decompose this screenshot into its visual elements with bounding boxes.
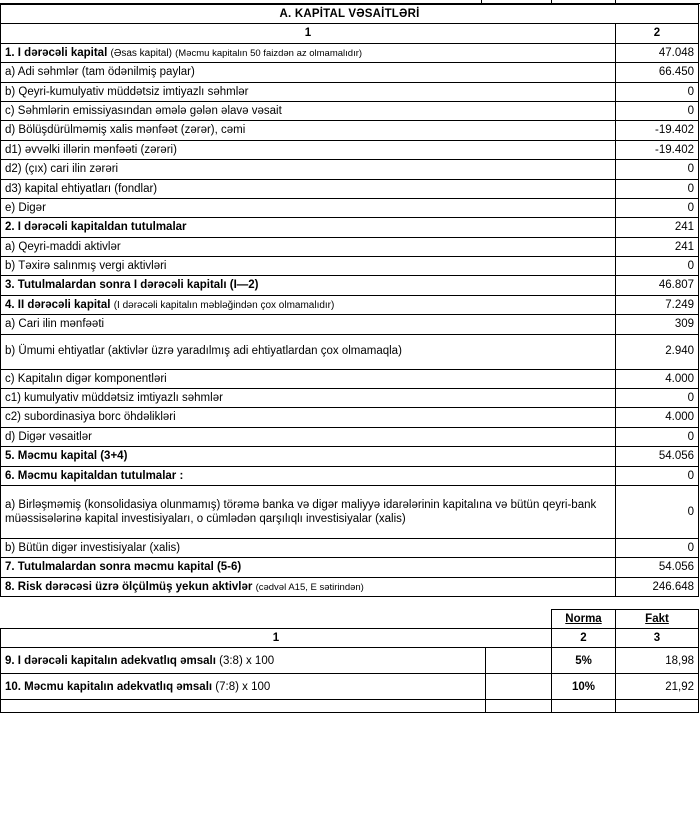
table-row [1, 121, 699, 140]
row-value: 0 [616, 466, 699, 485]
table-row [1, 389, 699, 408]
column-number-row [1, 24, 699, 43]
table-row [1, 674, 699, 700]
ratio-col-number-1: 1 [1, 629, 552, 648]
empty-cell [1, 700, 486, 713]
table-row [1, 369, 699, 388]
table-row [1, 237, 699, 256]
table-row [1, 102, 699, 121]
table-row [1, 276, 699, 295]
row-label: a) Adi səhmlər (tam ödənilmiş paylar) [1, 63, 616, 82]
row-fakt: 21,92 [616, 674, 699, 700]
table-row [1, 466, 699, 485]
row-label: d) Digər vəsaitlər [1, 427, 616, 446]
row-value: 66.450 [616, 63, 699, 82]
row-label: a) Cari ilin mənfəəti [1, 315, 616, 334]
grid-line [615, 0, 616, 3]
row-label-main: 10. Məcmu kapitalın adekvatlıq əmsalı [5, 680, 213, 693]
table-row [1, 82, 699, 101]
row-value: 0 [616, 102, 699, 121]
row-value: 54.056 [616, 447, 699, 466]
row-label: a) Birləşməmiş (konsolidasiya olunmamış) törəmə banka və digər maliyyə idarələrinin kapitalına və bütün qeyri-bank müəssisələrinə kapital investisiyaları, o cümlədən qarşılıqlı investisiyalar (xalis) [1, 485, 616, 538]
row-label [1, 674, 486, 700]
empty-cell [616, 700, 699, 713]
row-value: 241 [616, 237, 699, 256]
table-row [1, 140, 699, 159]
row-label: a) Qeyri-maddi aktivlər [1, 237, 616, 256]
row-value: 2.940 [616, 334, 699, 369]
table-row [1, 43, 699, 63]
fakt-header: Fakt [616, 610, 699, 629]
row-label-main: 1. I dərəcəli kapital [5, 46, 108, 59]
row-label: b) Ümumi ehtiyatlar (aktivlər üzrə yaradılmış adi ehtiyatlardan çox olmamaqla) [1, 334, 616, 369]
spacer-cell [1, 610, 486, 629]
row-value: 246.648 [616, 577, 699, 596]
table-row [1, 198, 699, 217]
row-label-main: 4. II dərəcəli kapital [5, 298, 111, 311]
grid-line [551, 0, 552, 3]
table-title-row [1, 5, 699, 24]
empty-cell [486, 700, 552, 713]
col-number-1: 1 [1, 24, 616, 43]
table-row [1, 538, 699, 557]
row-label-main: 9. I dərəcəli kapitalın adekvatlıq əmsalı [5, 654, 216, 667]
table-top-edge [0, 0, 700, 4]
row-label: b) Bütün digər investisiyalar (xalis) [1, 538, 616, 557]
row-value: 4.000 [616, 369, 699, 388]
row-label-main: 8. Risk dərəcəsi üzrə ölçülmüş yekun aktivlər [5, 580, 253, 593]
table-row [1, 427, 699, 446]
table-row [1, 577, 699, 596]
table-row [1, 160, 699, 179]
row-norma: 5% [552, 648, 616, 674]
adequacy-ratio-table [0, 609, 699, 713]
row-label [1, 648, 486, 674]
ratio-col-number-2: 2 [552, 629, 616, 648]
row-value: 0 [616, 257, 699, 276]
row-value: 47.048 [616, 43, 699, 63]
row-value: 241 [616, 218, 699, 237]
row-label [1, 43, 616, 63]
row-label-note: (Əsas kapital) [110, 47, 172, 59]
row-label: 7. Tutulmalardan sonra məcmu kapital (5-6) [1, 558, 616, 577]
table-row [1, 334, 699, 369]
row-value: 0 [616, 198, 699, 217]
row-label-note: (cədvəl A15, E sətirindən) [255, 581, 364, 593]
table-title: A. KAPİTAL VƏSAİTLƏRİ [1, 5, 699, 24]
row-spacer-cell [486, 674, 552, 700]
row-label: d1) əvvəlki illərin mənfəəti (zərəri) [1, 140, 616, 159]
row-value: 0 [616, 82, 699, 101]
table-row [1, 447, 699, 466]
row-label: c) Səhmlərin emissiyasından əmələ gələn əlavə vəsait [1, 102, 616, 121]
empty-cell [552, 700, 616, 713]
table-row [1, 295, 699, 315]
row-label: c) Kapitalın digər komponentləri [1, 369, 616, 388]
row-label [1, 577, 616, 596]
row-label: d) Bölüşdürülməmiş xalis mənfəət (zərər), cəmi [1, 121, 616, 140]
row-value: 0 [616, 389, 699, 408]
row-label-note: (I dərəcəli kapitalın məbləğindən çox olmamalıdır) [113, 299, 335, 311]
capital-table [0, 4, 699, 597]
row-label: d3) kapital ehtiyatları (fondlar) [1, 179, 616, 198]
row-value: 46.807 [616, 276, 699, 295]
row-value: 0 [616, 538, 699, 557]
row-value: 309 [616, 315, 699, 334]
row-label: 2. I dərəcəli kapitaldan tutulmalar [1, 218, 616, 237]
table-row [1, 485, 699, 538]
row-value: 0 [616, 427, 699, 446]
row-spacer-cell [486, 648, 552, 674]
row-label [1, 295, 616, 315]
row-value: 0 [616, 485, 699, 538]
row-value: -19.402 [616, 121, 699, 140]
ratio-col-number-3: 3 [616, 629, 699, 648]
row-value: 4.000 [616, 408, 699, 427]
norma-header: Norma [552, 610, 616, 629]
row-norma: 10% [552, 674, 616, 700]
table-row [1, 558, 699, 577]
ratio-header-row [1, 610, 699, 629]
grid-line [481, 0, 482, 3]
row-label: 5. Məcmu kapital (3+4) [1, 447, 616, 466]
spacer-cell [486, 610, 552, 629]
table-row [1, 218, 699, 237]
row-label-note: (3:8) x 100 [219, 654, 275, 667]
row-label: b) Təxirə salınmış vergi aktivləri [1, 257, 616, 276]
row-label-note2: (Məcmu kapitalın 50 faizdən az olmamalıdır) [175, 47, 363, 59]
row-label-note: (7:8) x 100 [215, 680, 271, 693]
row-label: e) Digər [1, 198, 616, 217]
row-label: b) Qeyri-kumulyativ müddətsiz imtiyazlı səhmlər [1, 82, 616, 101]
row-value: 54.056 [616, 558, 699, 577]
table-row [1, 257, 699, 276]
table-row-empty [1, 700, 699, 713]
col-number-2: 2 [616, 24, 699, 43]
table-row [1, 315, 699, 334]
row-value: 0 [616, 179, 699, 198]
row-label: c1) kumulyativ müddətsiz imtiyazlı səhmlər [1, 389, 616, 408]
row-label: d2) (çıx) cari ilin zərəri [1, 160, 616, 179]
row-value: 0 [616, 160, 699, 179]
ratio-number-row [1, 629, 699, 648]
table-row [1, 179, 699, 198]
table-row [1, 408, 699, 427]
table-row [1, 648, 699, 674]
table-row [1, 63, 699, 82]
row-value: 7.249 [616, 295, 699, 315]
row-value: -19.402 [616, 140, 699, 159]
row-label: c2) subordinasiya borc öhdəlikləri [1, 408, 616, 427]
row-fakt: 18,98 [616, 648, 699, 674]
row-label: 6. Məcmu kapitaldan tutulmalar : [1, 466, 616, 485]
row-label: 3. Tutulmalardan sonra I dərəcəli kapitalı (I—2) [1, 276, 616, 295]
